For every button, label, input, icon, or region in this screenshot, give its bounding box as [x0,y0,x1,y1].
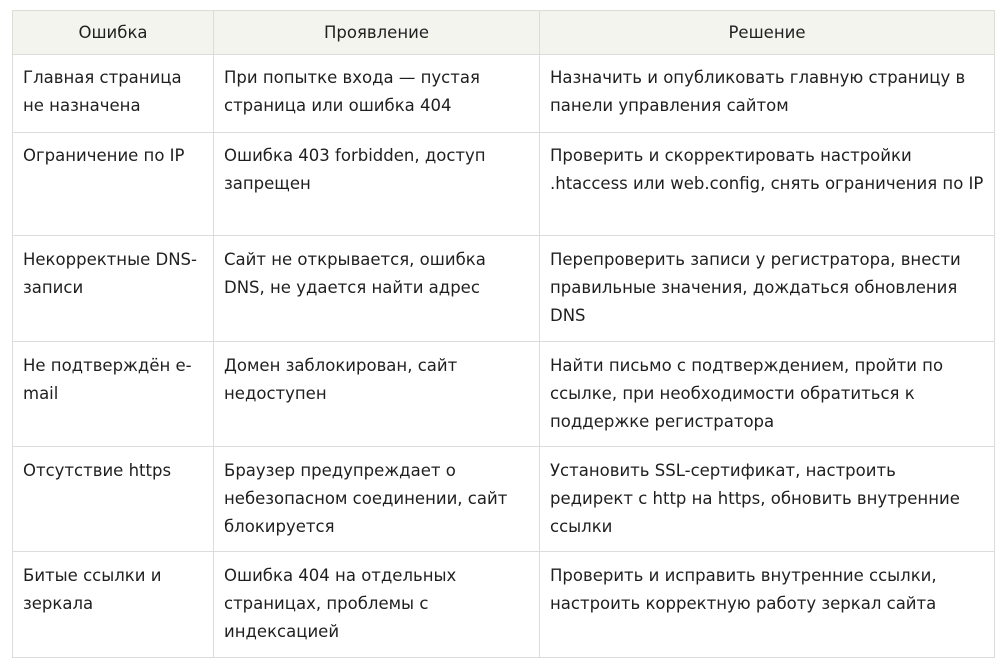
cell-error [13,342,214,447]
table-row [13,552,995,658]
cell-error [13,447,214,552]
cell-error [13,55,214,133]
header-symptom: Проявление [214,11,540,55]
cell-solution-text: Назначить и опубликовать главную страницу в панели управления сайтом [550,68,966,115]
cell-symptom-text: Ошибка 404 на отдельных страницах, проблемы с индексацией [224,566,457,641]
cell-symptom-text: При попытке входа — пустая страница или ошибка 404 [224,68,480,115]
table-row [13,236,995,342]
header-solution: Решение [540,11,995,55]
header-error: Ошибка [13,11,214,55]
cell-error-text: Ограничение по IP [23,146,185,165]
cell-error-text: Отсутствие https [23,461,172,480]
cell-solution [540,55,995,133]
cell-solution-text: Перепроверить записи у регистратора, внести правильные значения, дождаться обновления DNS [550,250,961,325]
cell-symptom-text: Домен заблокирован, сайт недоступен [224,356,458,403]
cell-solution [540,236,995,342]
cell-solution-text: Проверить и исправить внутренние ссылки, настроить корректную работу зеркал сайта [550,566,937,613]
cell-error-text: Главная страница не назначена [23,68,182,115]
cell-solution-text: Установить SSL-сертификат, настроить редирект с http на https, обновить внутренние ссылки [550,461,960,536]
cell-solution-text: Найти письмо с подтверждением, пройти по ссылке, при необходимости обратиться к поддержке регистратора [550,356,944,431]
table-body [13,55,995,658]
errors-table-container [12,10,994,660]
errors-table [12,10,995,658]
cell-solution [540,552,995,658]
cell-error-text: Некорректные DNS-записи [23,250,197,297]
cell-symptom [214,55,540,133]
cell-symptom [214,133,540,236]
cell-solution-text: Проверить и скорректировать настройки .htaccess или web.config, снять ограничения по IP [550,146,984,193]
table-row [13,55,995,133]
cell-symptom-text: Ошибка 403 forbidden, доступ запрещен [224,146,486,193]
table-row [13,342,995,447]
cell-error [13,552,214,658]
cell-error [13,236,214,342]
cell-symptom [214,552,540,658]
table-row [13,447,995,552]
cell-error-text: Битые ссылки и зеркала [23,566,162,613]
cell-error [13,133,214,236]
cell-solution [540,447,995,552]
cell-symptom-text: Сайт не открывается, ошибка DNS, не удается найти адрес [224,250,486,297]
cell-solution [540,133,995,236]
cell-symptom [214,447,540,552]
cell-solution [540,342,995,447]
cell-error-text: Не подтверждён e-mail [23,356,192,403]
cell-symptom-text: Браузер предупреждает о небезопасном соединении, сайт блокируется [224,461,508,536]
table-header [13,11,995,55]
cell-symptom [214,342,540,447]
table-row [13,133,995,236]
header-row [13,11,995,55]
cell-symptom [214,236,540,342]
